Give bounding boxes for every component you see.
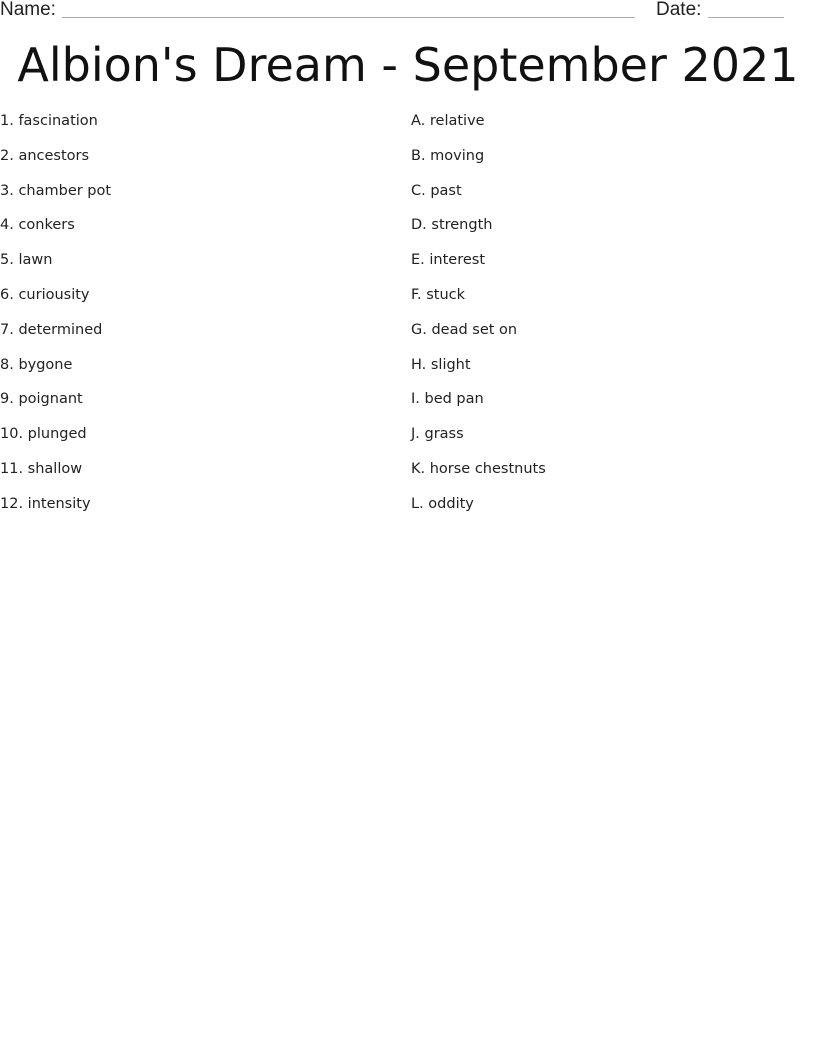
definition-item: B. moving <box>411 147 485 164</box>
term-item: 5. lawn <box>0 252 53 269</box>
definitions-list <box>411 111 546 529</box>
definition-item: D. strength <box>411 217 493 234</box>
definition-item: G. dead set on <box>411 321 518 338</box>
term-item: 10. plunged <box>0 426 87 443</box>
definition-item: F. stuck <box>411 286 466 303</box>
terms-list <box>0 111 111 529</box>
definition-item: K. horse chestnuts <box>411 460 546 477</box>
term-item: 2. ancestors <box>0 147 90 164</box>
definition-item: C. past <box>411 182 462 199</box>
definition-item: H. slight <box>411 356 471 373</box>
definition-item: J. grass <box>411 426 464 443</box>
term-item: 1. fascination <box>0 113 98 129</box>
term-item: 11. shallow <box>0 460 83 477</box>
term-item: 7. determined <box>0 321 103 338</box>
term-item: 8. bygone <box>0 356 73 373</box>
term-item: 6. curiousity <box>0 286 90 303</box>
term-item: 4. conkers <box>0 217 75 234</box>
worksheet-header <box>0 0 816 24</box>
page-title: Albion's Dream - September 2021 <box>17 38 799 92</box>
name-blank-line <box>62 17 635 18</box>
term-item: 9. poignant <box>0 391 83 408</box>
term-item: 3. chamber pot <box>0 182 112 199</box>
definition-item: I. bed pan <box>411 391 484 408</box>
name-label: Name: <box>0 0 56 20</box>
term-item: 12. intensity <box>0 495 91 512</box>
definition-item: L. oddity <box>411 495 474 512</box>
date-blank-line <box>708 17 784 18</box>
date-label: Date: <box>656 0 702 20</box>
definition-item: E. interest <box>411 252 486 269</box>
definition-item: A. relative <box>411 113 485 129</box>
